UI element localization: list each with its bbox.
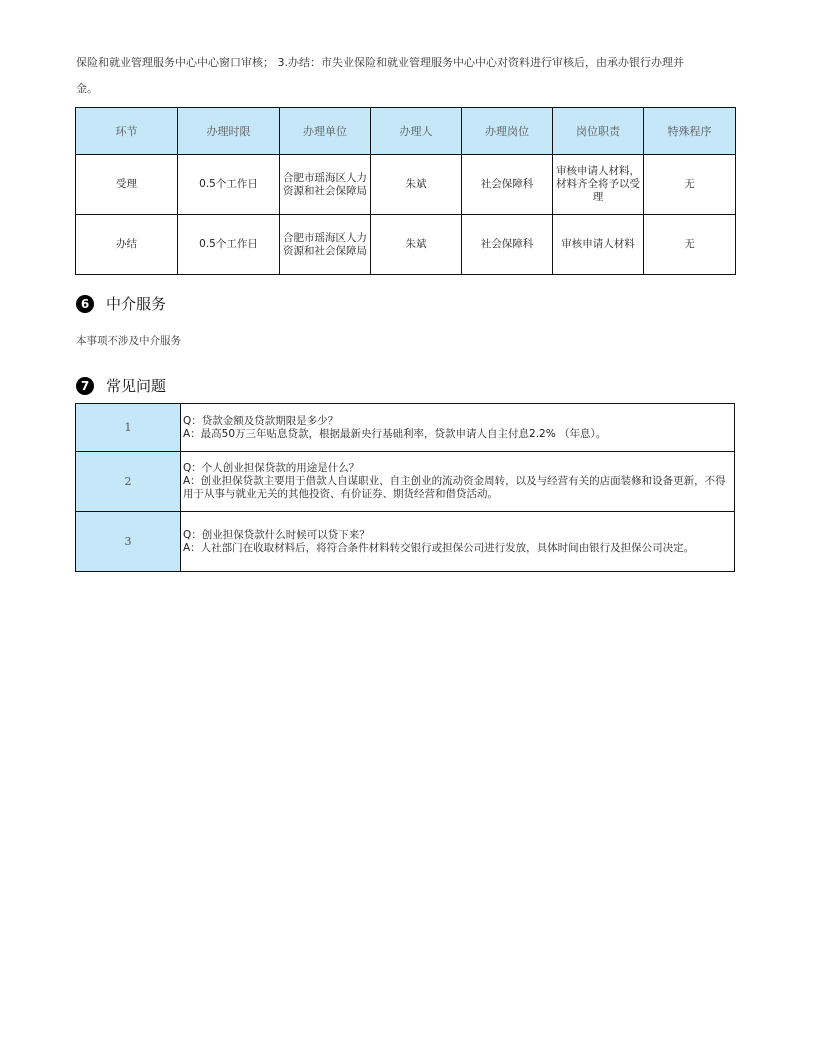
- faq-answer: A：创业担保贷款主要用于借款人自谋职业、自主创业的流动资金周转，以及与经营有关的店面装修和设备更新，不得用于从事与就业无关的其他投资、有价证券、期货经营和借贷活动。: [183, 475, 726, 500]
- header-cell-unit: 办理单位: [280, 108, 371, 155]
- section-7-heading: [76, 375, 166, 396]
- process-table: [75, 107, 736, 275]
- header-cell-duty: 岗位职责: [553, 108, 644, 155]
- table-cell: 0.5个工作日: [178, 155, 280, 215]
- table-row: [76, 155, 736, 215]
- table-cell: 审核申请人材料: [553, 215, 644, 275]
- table-cell: 合肥市瑶海区人力资源和社会保障局: [280, 215, 371, 275]
- faq-content: [181, 404, 735, 452]
- table-cell: 朱斌: [371, 155, 462, 215]
- header-cell-handler: 办理人: [371, 108, 462, 155]
- number-7-icon: 7: [76, 377, 94, 395]
- intro-line-1: 保险和就业管理服务中心中心窗口审核； 3.办结：市失业保险和就业管理服务中心中心对资料进行审核后，由承办银行办理并: [76, 56, 684, 69]
- faq-number: 2: [76, 452, 181, 512]
- number-6-icon: 6: [76, 295, 94, 313]
- faq-question: Q：创业担保贷款什么时候可以贷下来？: [183, 528, 370, 541]
- section-7-title: 常见问题: [106, 377, 167, 395]
- faq-number: 3: [76, 512, 181, 572]
- faq-answer: A：人社部门在收取材料后，将符合条件材料转交银行或担保公司进行发放，具体时间由银行及担保公司决定。: [183, 541, 695, 554]
- table-cell: 办结: [76, 215, 178, 275]
- header-cell-time-limit: 办理时限: [178, 108, 280, 155]
- section-6-title: 中介服务: [106, 295, 167, 313]
- table-cell: 无: [644, 155, 736, 215]
- table-cell: 合肥市瑶海区人力资源和社会保障局: [280, 155, 371, 215]
- table-cell: 社会保障科: [462, 155, 553, 215]
- faq-row: [76, 404, 735, 452]
- header-cell-special: 特殊程序: [644, 108, 736, 155]
- faq-number: 1: [76, 404, 181, 452]
- process-table-header: [76, 108, 736, 155]
- section-6-note: 本事项不涉及中介服务: [76, 335, 181, 347]
- faq-row: [76, 452, 735, 512]
- table-row: [76, 215, 736, 275]
- faq-answer: A：最高50万三年贴息贷款，根据最新央行基础利率，贷款申请人自主付息2.2% （年息）。: [183, 427, 607, 440]
- table-cell: 受理: [76, 155, 178, 215]
- table-cell: 社会保障科: [462, 215, 553, 275]
- faq-content: [181, 452, 735, 512]
- header-cell-stage: 环节: [76, 108, 178, 155]
- faq-question: Q：贷款金额及贷款期限是多少？: [183, 414, 339, 427]
- faq-row: [76, 512, 735, 572]
- header-cell-post: 办理岗位: [462, 108, 553, 155]
- intro-paragraph: [76, 50, 748, 102]
- faq-table: [75, 403, 735, 572]
- table-cell: 审核申请人材料，材料齐全将予以受理: [553, 155, 644, 215]
- faq-content: [181, 512, 735, 572]
- table-cell: 朱斌: [371, 215, 462, 275]
- table-cell: 无: [644, 215, 736, 275]
- intro-line-2: 金。: [76, 82, 98, 95]
- section-6-heading: [76, 293, 166, 314]
- faq-question: Q：个人创业担保贷款的用途是什么？: [183, 462, 360, 474]
- table-cell: 0.5个工作日: [178, 215, 280, 275]
